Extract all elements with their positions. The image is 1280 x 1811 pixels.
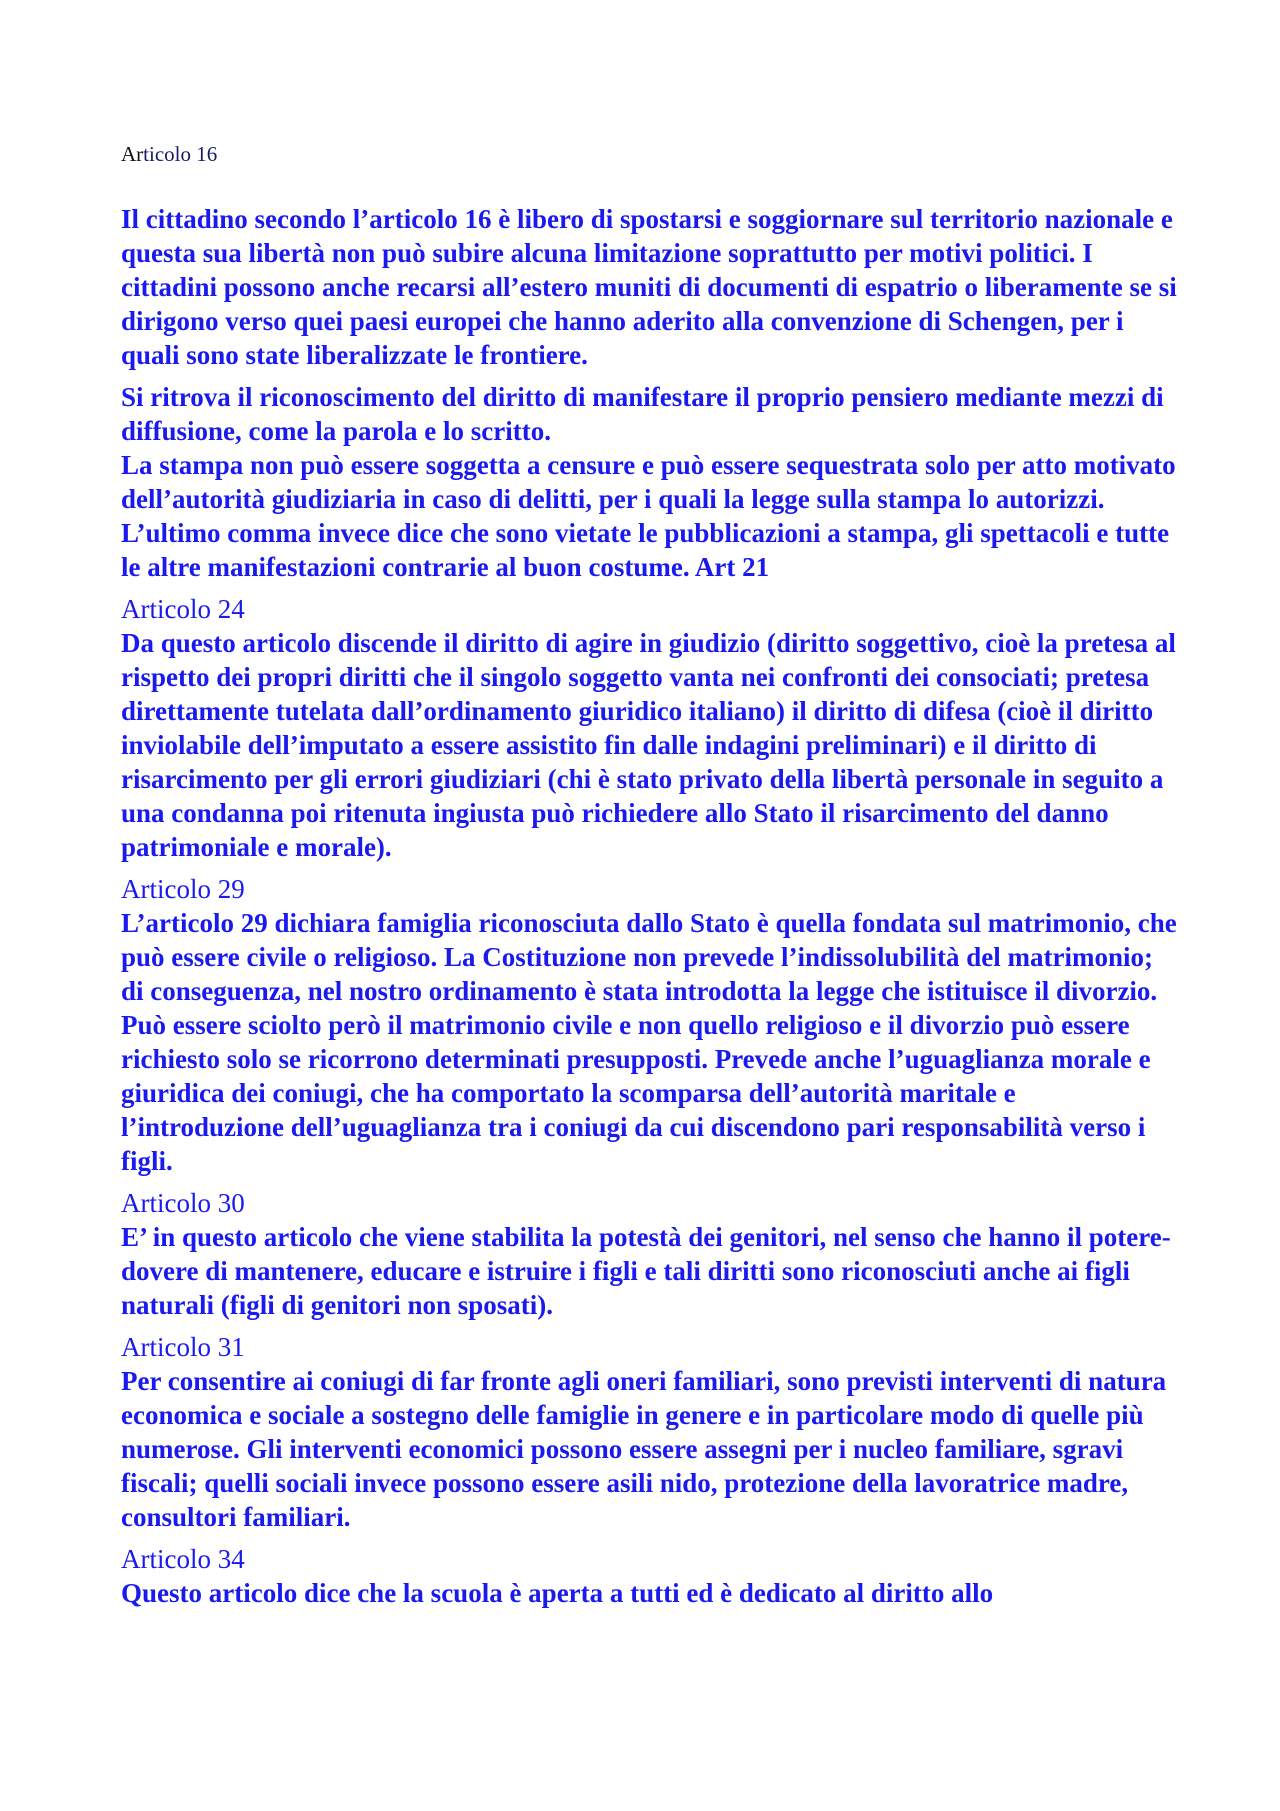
section-articolo-31 <box>121 1330 1181 1534</box>
section-heading: Articolo 30 <box>121 1188 245 1218</box>
section-heading: Articolo 24 <box>121 594 245 624</box>
section-text: E’ in questo articolo che viene stabilita la potestà dei genitori, nel senso che hanno il potere-dovere di mantenere, educare e istruire i figli e tali diritti sono riconosciuti anche ai figli naturali (figli di genitori non sposati). <box>121 1222 1171 1320</box>
intro-paragraph: Si ritrova il riconoscimento del diritto di manifestare il proprio pensiero mediante mezzi di diffusione, come la parola e lo scritto. <box>121 382 1164 446</box>
section-heading: Articolo 34 <box>121 1544 245 1574</box>
section-text: Per consentire ai coniugi di far fronte agli oneri familiari, sono previsti interventi di natura economica e sociale a sostegno delle famiglie in genere e in particolare modo di quelle più numerose. Gli interventi economici possono essere assegni per i nucleo familiare, sgravi fiscali; quelli sociali invece possono essere asili nido, protezione della lavoratrice madre, consultori familiari. <box>121 1366 1167 1532</box>
section-articolo-34 <box>121 1542 1181 1610</box>
intro-paragraph: Il cittadino secondo l’articolo 16 è libero di spostarsi e soggiornare sul territorio nazionale e questa sua libertà non può subire alcuna limitazione soprattutto per motivi politici. I cittadini possono anche recarsi all’estero muniti di documenti di espatrio o liberamente se si dirigono verso quei paesi europei che hanno aderito alla convenzione di Schengen, per i quali sono state liberalizzate le frontiere. <box>121 204 1177 370</box>
top-heading-prefix: Ar <box>121 142 144 166</box>
section-text: Questo articolo dice che la scuola è aperta a tutti ed è dedicato al diritto allo <box>121 1578 994 1608</box>
section-text: Da questo articolo discende il diritto di agire in giudizio (diritto soggettivo, cioè la pretesa al rispetto dei propri diritti che il singolo soggetto vanta nei confronti dei consociati; pretesa direttamente tutelata dall’ordinamento giuridico italiano) il diritto di difesa (cioè il diritto inviolabile dell’imputato a essere assistito fin dalle indagini preliminari) e il diritto di risarcimento per gli errori giudiziari (chi è stato privato della libertà personale in seguito a una condanna poi ritenuta ingiusta può richiedere allo Stato il risarcimento del danno patrimoniale e morale). <box>121 628 1176 862</box>
section-heading: Articolo 31 <box>121 1332 245 1362</box>
top-heading <box>121 140 1181 168</box>
document-page <box>121 140 1181 1618</box>
intro-paragraph: La stampa non può essere soggetta a censure e può essere sequestrata solo per atto motivato dell’autorità giudiziaria in caso di delitti, per i quali la legge sulla stampa lo autorizzi. L’ultimo comma invece dice che sono vietate le pubblicazioni a stampa, gli spettacoli e tutte le altre manifestazioni contrarie al buon costume. Art 21 <box>121 450 1176 582</box>
section-articolo-30 <box>121 1186 1181 1322</box>
section-articolo-29 <box>121 872 1181 1178</box>
section-articolo-24 <box>121 592 1181 864</box>
section-text: L’articolo 29 dichiara famiglia riconosciuta dallo Stato è quella fondata sul matrimonio, che può essere civile o religioso. La Costituzione non prevede l’indissolubilità del matrimonio; di conseguenza, nel nostro ordinamento è stata introdotta la legge che istituisce il divorzio. Può essere sciolto però il matrimonio civile e non quello religioso e il divorzio può essere richiesto solo se ricorrono determinati presupposti. Prevede anche l’uguaglianza morale e giuridica dei coniugi, che ha comportato la scomparsa dell’autorità maritale e l’introduzione dell’uguaglianza tra i coniugi da cui discendono pari responsabilità verso i figli. <box>121 908 1177 1176</box>
section-heading: Articolo 29 <box>121 874 245 904</box>
top-heading-rest: ticolo 16 <box>143 142 218 166</box>
